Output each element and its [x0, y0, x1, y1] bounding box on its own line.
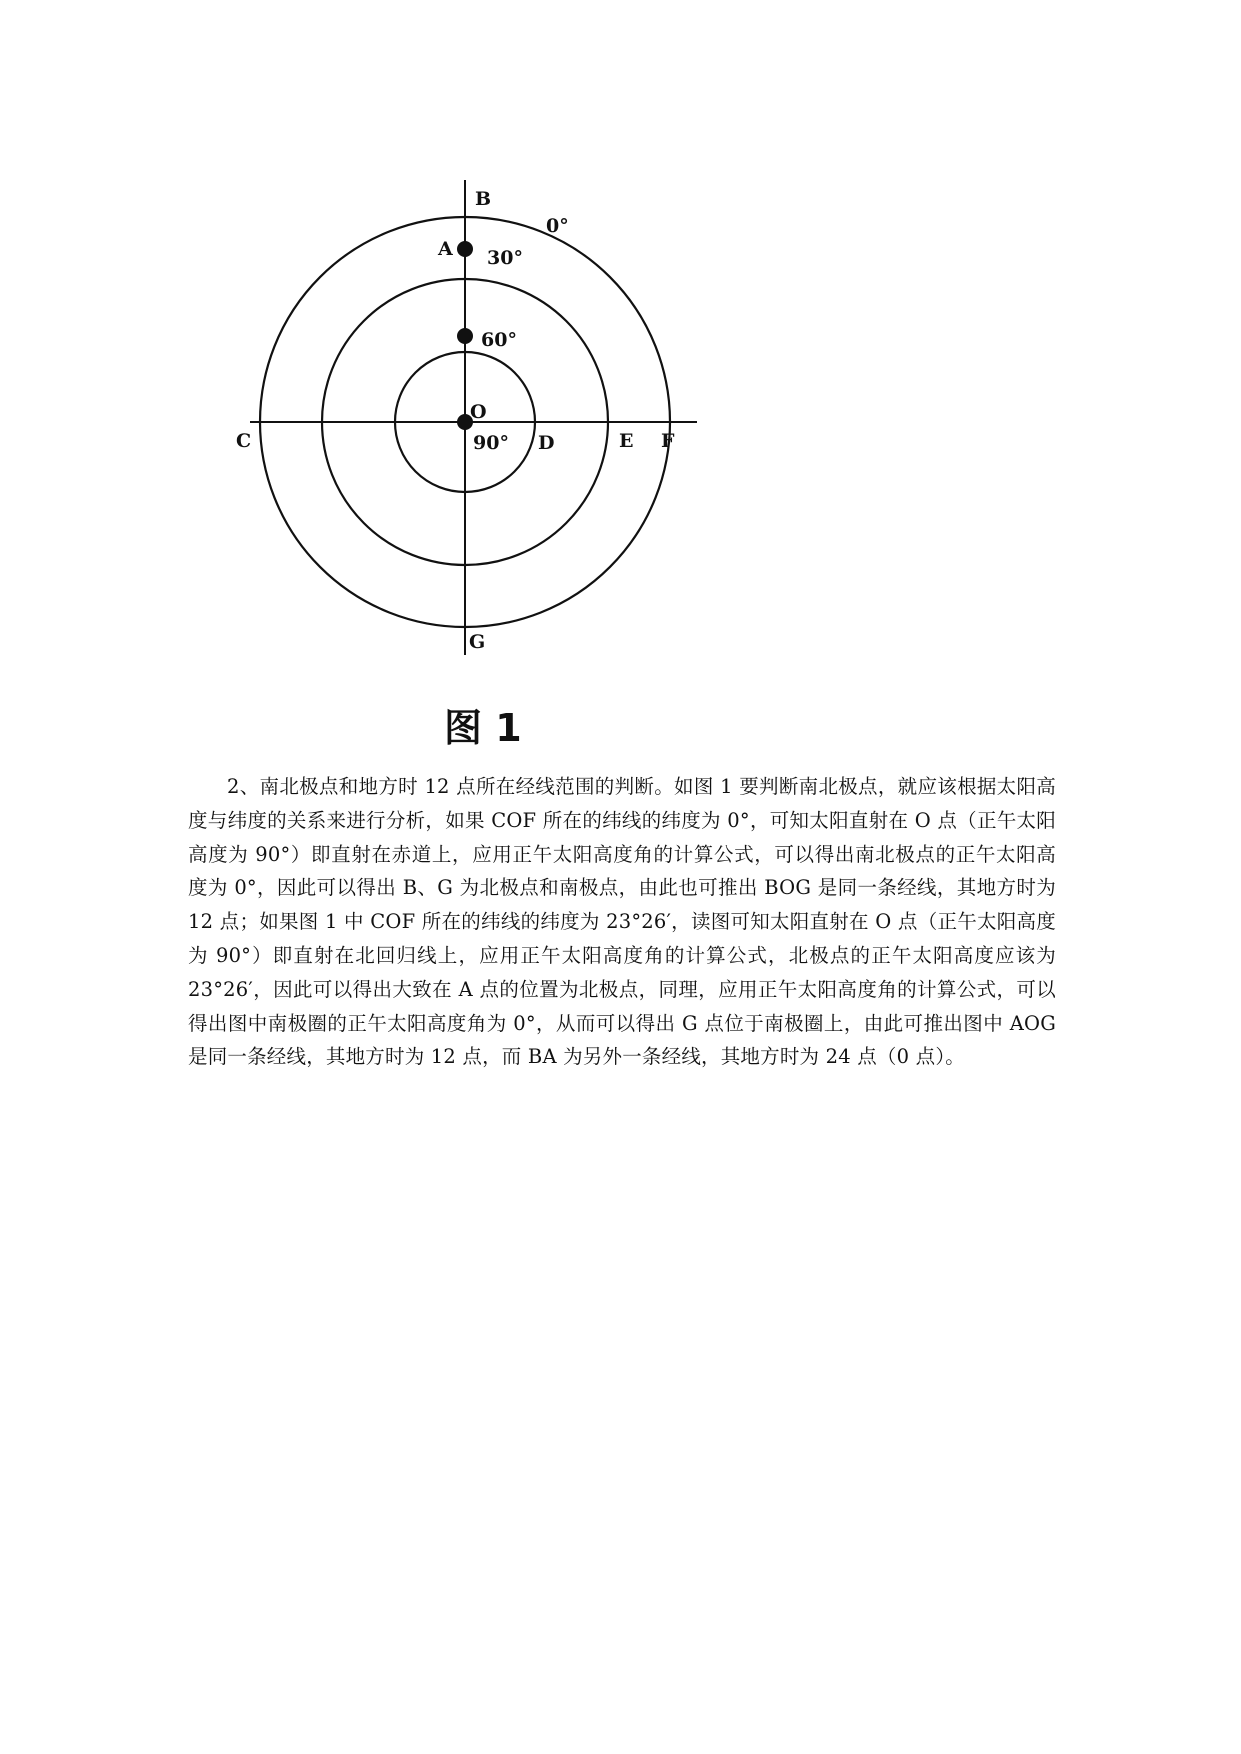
point-60-dot — [457, 328, 473, 344]
label-c: C — [236, 430, 252, 452]
label-g: G — [469, 631, 486, 653]
label-60-degree: 60° — [481, 329, 517, 351]
figure-1-diagram — [0, 0, 1241, 760]
label-d: D — [538, 432, 555, 454]
label-90-degree: 90° — [473, 432, 509, 454]
label-o: O — [470, 401, 487, 423]
label-a: A — [438, 238, 453, 260]
body-paragraph: 2、南北极点和地方时 12 点所在经线范围的判断。如图 1 要判断南北极点，就应该根据太阳高度与纬度的关系来进行分析，如果 COF 所在的纬线的纬度为 0°，可知太阳直射在 O 点（正午太阳高度为 90°）即直射在赤道上，应用正午太阳高度角的计算公式，可以得出南北极点的正午太阳高度为 0°，因此可以得出 B、G 为北极点和南极点，由此也可推出 BOG 是同一条经线，其地方时为 12 点；如果图 1 中 COF 所在的纬线的纬度为 23°26′，读图可知太阳直射在 O 点（正午太阳高度为 90°）即直射在北回归线上，应用正午太阳高度角的计算公式，北极点的正午太阳高度应该为 23°26′，因此可以得出大致在 A 点的位置为北极点，同理，应用正午太阳高度角的计算公式，可以得出图中南极圈的正午太阳高度角为 0°，从而可以得出 G 点位于南极圈上，由此可推出图中 AOG 是同一条经线，其地方时为 12 点，而 BA 为另外一条经线，其地方时为 24 点（0 点）。 — [188, 775, 1056, 1069]
figure-caption: 图 1 — [444, 706, 522, 750]
label-b: B — [475, 188, 492, 210]
label-f: F — [661, 430, 675, 452]
point-a-dot — [457, 241, 473, 257]
label-0-degree: 0° — [546, 215, 569, 237]
label-e: E — [619, 430, 634, 452]
label-30-degree: 30° — [487, 247, 523, 269]
